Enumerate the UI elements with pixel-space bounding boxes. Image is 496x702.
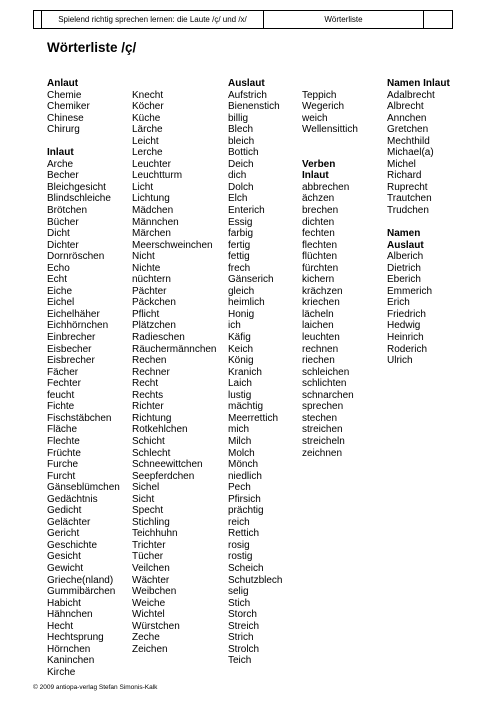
word-item: Teichhuhn <box>132 528 178 540</box>
word-item: Specht <box>132 505 164 517</box>
word-item: Knecht <box>132 89 164 101</box>
word-item: feucht <box>47 389 75 401</box>
word-item: Fischstäbchen <box>47 412 112 424</box>
word-item: mich <box>228 424 250 436</box>
word-item: Furche <box>47 459 79 471</box>
word-item: Teich <box>228 655 252 667</box>
word-item: Chemie <box>47 89 82 101</box>
word-item: Leuchter <box>132 158 171 170</box>
word-item: Streich <box>228 620 260 632</box>
word-item: Mönch <box>228 459 259 471</box>
word-item: kichern <box>302 274 335 286</box>
word-item: lustig <box>228 389 252 401</box>
word-item: riechen <box>302 355 335 367</box>
spacer <box>47 136 120 148</box>
word-item: Gelächter <box>47 516 91 528</box>
word-item: niedlich <box>228 470 262 482</box>
word-item: Chinese <box>47 112 84 124</box>
word-item: Gericht <box>47 528 80 540</box>
word-item: rechnen <box>302 343 339 355</box>
word-item: Fichte <box>47 401 75 413</box>
word-item: Bienenstich <box>228 101 280 113</box>
word-item: ich <box>228 320 241 332</box>
word-item: Eiche <box>47 285 73 297</box>
word-item: Hähnchen <box>47 609 93 621</box>
word-item: Zeche <box>132 632 160 644</box>
word-item: Richtung <box>132 412 172 424</box>
word-column-5 <box>387 78 450 367</box>
word-item: Köcher <box>132 101 164 113</box>
word-item: Eisbrecher <box>47 355 95 367</box>
word-item: Albrecht <box>387 101 424 113</box>
word-item: zeichnen <box>302 447 343 459</box>
word-item: Wichtel <box>132 609 165 621</box>
word-column-3 <box>228 78 282 667</box>
section-heading: Auslaut <box>228 78 265 89</box>
word-item: farbig <box>228 228 254 240</box>
word-item: Schlecht <box>132 447 171 459</box>
word-item: frech <box>228 262 251 274</box>
word-item: Wächter <box>132 574 170 586</box>
word-item: Enterich <box>228 205 265 217</box>
word-item: Recht <box>132 378 159 390</box>
word-item: Fläche <box>47 424 78 436</box>
word-item: Eichhörnchen <box>47 320 109 332</box>
word-item: Märchen <box>132 228 171 240</box>
word-item: Stich <box>228 597 251 609</box>
word-item: Friedrich <box>387 308 426 320</box>
word-item: Mädchen <box>132 205 174 217</box>
word-item: Käfig <box>228 332 251 344</box>
word-item: dichten <box>302 216 335 228</box>
word-item: Rotkehlchen <box>132 424 188 436</box>
word-item: fettig <box>228 251 250 263</box>
word-item: Chemiker <box>47 101 90 113</box>
header-cell-blank-right <box>424 11 452 28</box>
word-item: Leuchtturm <box>132 170 183 182</box>
word-item: Eberich <box>387 274 421 286</box>
word-item: Tücher <box>132 551 164 563</box>
word-item: ächzen <box>302 193 335 205</box>
word-item: fechten <box>302 228 335 240</box>
word-item: dich <box>228 170 247 182</box>
word-item: Trichter <box>132 539 166 551</box>
word-item: Arche <box>47 158 74 170</box>
word-item: Räuchermännchen <box>132 343 217 355</box>
copyright-footer: © 2009 antiopa-verlag Stefan Simonis-Kalk <box>33 684 158 691</box>
word-item: Ruprecht <box>387 181 428 193</box>
word-item: Dicht <box>47 228 70 240</box>
word-item: Strich <box>228 632 254 644</box>
word-item: streichen <box>302 424 343 436</box>
word-column-4 <box>302 78 358 459</box>
word-item: sprechen <box>302 401 344 413</box>
word-item: Michel <box>387 158 416 170</box>
word-item: Veilchen <box>132 562 170 574</box>
word-item: rosig <box>228 539 250 551</box>
section-heading: Inlaut <box>302 170 329 182</box>
word-item: Brötchen <box>47 205 88 217</box>
word-item: Alberich <box>387 251 424 263</box>
word-item: Becher <box>47 170 79 182</box>
word-item: Hörnchen <box>47 643 91 655</box>
section-heading: Inlaut <box>47 147 74 159</box>
word-item: Elch <box>228 193 248 205</box>
word-item: Laich <box>228 378 252 390</box>
word-item: Gedicht <box>47 505 82 517</box>
word-item: Echo <box>47 262 70 274</box>
word-item: schleichen <box>302 366 350 378</box>
page-title: Wörterliste /ç/ <box>47 40 137 55</box>
spacer <box>302 147 358 159</box>
word-item: Keich <box>228 343 254 355</box>
word-item: laichen <box>302 320 334 332</box>
word-item: Grieche(nland) <box>47 574 114 586</box>
word-item: Ulrich <box>387 355 413 367</box>
header-cell-blank-left <box>34 11 42 28</box>
word-item: Trautchen <box>387 193 432 205</box>
word-item: Wellensittich <box>302 124 358 136</box>
word-item: Meerschweinchen <box>132 239 213 251</box>
word-item: Erich <box>387 297 410 309</box>
word-item: Hechtsprung <box>47 632 104 644</box>
word-item: Gesicht <box>47 551 81 563</box>
word-item: Rettich <box>228 528 260 540</box>
word-item: Lerche <box>132 147 163 159</box>
section-heading: Anlaut <box>47 78 79 89</box>
word-item: Nicht <box>132 251 155 263</box>
word-item: Bleichgesicht <box>47 181 106 193</box>
word-item: Emmerich <box>387 285 433 297</box>
word-item: Licht <box>132 181 154 193</box>
word-item: Schneewittchen <box>132 459 203 471</box>
word-item: Michael(a) <box>387 147 434 159</box>
word-item: krächzen <box>302 285 343 297</box>
word-item: Milch <box>228 435 252 447</box>
word-item: Gänseblümchen <box>47 482 120 494</box>
word-item: Weiche <box>132 597 166 609</box>
word-item: reich <box>228 516 250 528</box>
word-item: Fächer <box>47 366 79 378</box>
word-item: Würstchen <box>132 620 180 632</box>
word-item: Rechen <box>132 355 167 367</box>
word-item: Radieschen <box>132 332 185 344</box>
word-item: weich <box>302 112 328 124</box>
word-item: flechten <box>302 239 338 251</box>
word-item: Strolch <box>228 643 260 655</box>
word-item: König <box>228 355 254 367</box>
word-item: Pflicht <box>132 308 160 320</box>
word-item: Rechts <box>132 389 164 401</box>
section-heading: Namen Inlaut <box>387 78 450 89</box>
word-item: streicheln <box>302 435 345 447</box>
word-item: schnarchen <box>302 389 354 401</box>
word-item: Früchte <box>47 447 81 459</box>
word-item: Habicht <box>47 597 81 609</box>
word-item: Roderich <box>387 343 428 355</box>
word-item: heimlich <box>228 297 265 309</box>
word-item: Eichel <box>47 297 75 309</box>
word-item: Kirche <box>47 666 76 678</box>
word-item: bleich <box>228 135 255 147</box>
word-item: flüchten <box>302 251 338 263</box>
word-item: Echt <box>47 274 68 286</box>
word-item: stechen <box>302 412 338 424</box>
word-item: Küche <box>132 112 161 124</box>
word-item: Teppich <box>302 89 337 101</box>
word-item: Bottich <box>228 147 259 159</box>
section-heading: Auslaut <box>387 239 424 251</box>
word-item: Geschichte <box>47 539 98 551</box>
word-item: Nichte <box>132 262 161 274</box>
word-item: Schutzblech <box>228 574 283 586</box>
word-item: lächeln <box>302 308 334 320</box>
word-item: Hedwig <box>387 320 421 332</box>
word-item: Wegerich <box>302 101 345 113</box>
word-item: prächtig <box>228 505 264 517</box>
word-item: Scheich <box>228 562 264 574</box>
word-item: Essig <box>228 216 253 228</box>
word-item: nüchtern <box>132 274 171 286</box>
word-item: Eichelhäher <box>47 308 100 320</box>
word-item: Gummibärchen <box>47 586 116 598</box>
word-item: gleich <box>228 285 255 297</box>
word-item: Zeichen <box>132 643 168 655</box>
word-item: Lichtung <box>132 193 170 205</box>
word-item: Hecht <box>47 620 74 632</box>
spacer <box>387 217 450 229</box>
word-item: abbrechen <box>302 181 350 193</box>
word-item: Blindschleiche <box>47 193 111 205</box>
word-item: Adalbrecht <box>387 89 435 101</box>
section-heading: Namen <box>387 228 421 240</box>
word-item: Pech <box>228 482 251 494</box>
word-item: Gänserich <box>228 274 274 286</box>
word-item: Leicht <box>132 135 159 147</box>
word-item: Dornröschen <box>47 251 105 263</box>
word-item: selig <box>228 586 249 598</box>
word-item: brechen <box>302 205 339 217</box>
word-item: Weibchen <box>132 586 177 598</box>
word-item: Kaninchen <box>47 655 95 667</box>
word-item: Sichel <box>132 482 160 494</box>
word-item: Dolch <box>228 181 254 193</box>
word-column-1 <box>47 78 120 678</box>
word-item: Stichling <box>132 516 170 528</box>
word-item: Päckchen <box>132 297 176 309</box>
word-item: Kranich <box>228 366 262 378</box>
word-item: Schicht <box>132 435 165 447</box>
word-item: schlichten <box>302 378 347 390</box>
word-item: Deich <box>228 158 254 170</box>
word-item: Bücher <box>47 216 79 228</box>
word-item: Furcht <box>47 470 76 482</box>
word-item: fertig <box>228 239 251 251</box>
word-item: Gretchen <box>387 124 429 136</box>
spacer <box>132 78 217 90</box>
word-item: Aufstrich <box>228 89 267 101</box>
word-item: Seepferdchen <box>132 470 195 482</box>
word-column-2 <box>132 78 217 655</box>
word-item: Honig <box>228 308 255 320</box>
word-item: Fechter <box>47 378 81 390</box>
section-heading: Verben <box>302 158 336 170</box>
word-item: Gedächtnis <box>47 493 98 505</box>
word-item: Gewicht <box>47 562 84 574</box>
word-item: kriechen <box>302 297 340 309</box>
spacer <box>302 136 358 148</box>
word-item: Dietrich <box>387 262 421 274</box>
word-item: Lärche <box>132 124 163 136</box>
word-item: Heinrich <box>387 332 424 344</box>
word-item: Storch <box>228 609 257 621</box>
word-item: Sicht <box>132 493 155 505</box>
word-item: Molch <box>228 447 255 459</box>
word-item: leuchten <box>302 332 340 344</box>
spacer <box>302 78 358 90</box>
word-item: billig <box>228 112 249 124</box>
word-item: Männchen <box>132 216 179 228</box>
word-item: Meerrettich <box>228 412 279 424</box>
word-item: Pächter <box>132 285 167 297</box>
word-item: Rechner <box>132 366 170 378</box>
word-item: Mechthild <box>387 135 430 147</box>
word-item: Chirurg <box>47 124 80 136</box>
word-item: fürchten <box>302 262 339 274</box>
word-item: Richard <box>387 170 422 182</box>
word-item: rostig <box>228 551 253 563</box>
word-item: Blech <box>228 124 254 136</box>
header-subject: Spielend richtig sprechen lernen: die Laute /ç/ und /x/ <box>42 11 264 28</box>
word-item: Flechte <box>47 435 80 447</box>
word-item: Richter <box>132 401 164 413</box>
word-item: Annchen <box>387 112 427 124</box>
word-item: Eisbecher <box>47 343 92 355</box>
word-item: Einbrecher <box>47 332 96 344</box>
word-item: Plätzchen <box>132 320 176 332</box>
word-item: Trudchen <box>387 205 429 217</box>
word-item: Pfirsich <box>228 493 261 505</box>
word-item: mächtig <box>228 401 264 413</box>
header-doc-type: Wörterliste <box>264 11 424 28</box>
word-item: Dichter <box>47 239 79 251</box>
header-table <box>33 10 453 29</box>
